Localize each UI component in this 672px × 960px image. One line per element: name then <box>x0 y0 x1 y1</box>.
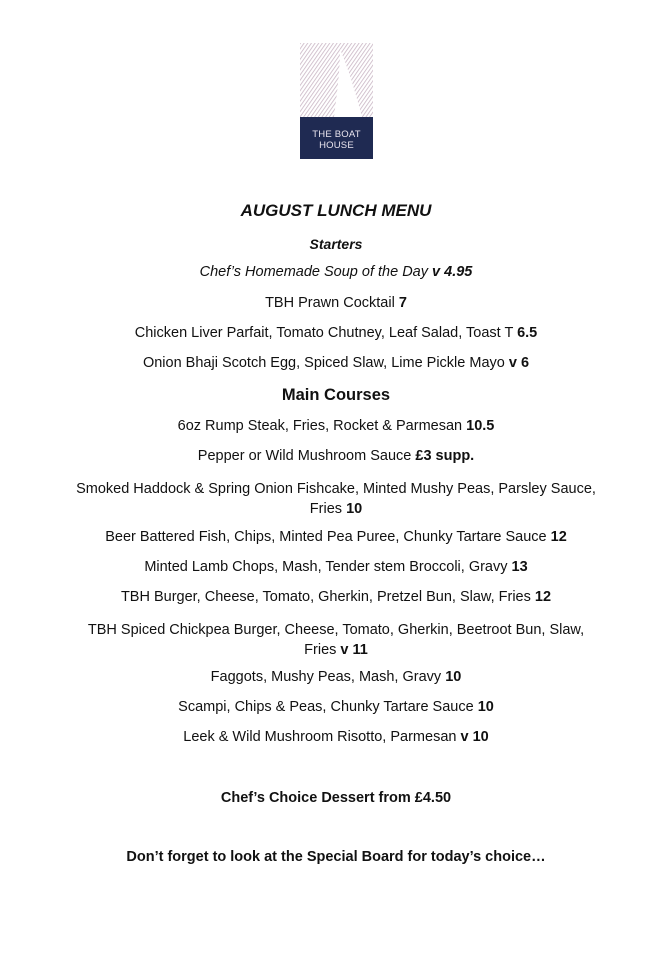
main-item <box>0 529 672 545</box>
logo-text <box>300 129 373 151</box>
main-name: Pepper or Wild Mushroom Sauce <box>197 448 412 464</box>
main-item <box>0 729 672 745</box>
main-item <box>0 669 672 685</box>
main-price: 12 <box>550 529 567 545</box>
main-name: Minted Lamb Chops, Mash, Tender stem Broccoli, Gravy <box>144 559 508 575</box>
boat-house-logo <box>300 43 373 159</box>
main-item <box>0 418 672 434</box>
main-item <box>0 620 672 660</box>
main-price: 10.5 <box>466 418 495 434</box>
starter-name: Chef’s Homemade Soup of the Day <box>199 264 428 280</box>
main-price: 10 <box>445 669 462 685</box>
logo-line-2: HOUSE <box>319 140 354 151</box>
starter-item <box>0 295 672 311</box>
main-item <box>0 699 672 715</box>
main-name-line-2: Fries <box>304 642 337 658</box>
starter-item <box>0 325 672 341</box>
main-name: Scampi, Chips & Peas, Chunky Tartare Sauce <box>178 699 474 715</box>
starter-name: Chicken Liver Parfait, Tomato Chutney, Leaf Salad, Toast T <box>134 325 514 341</box>
starter-price: 7 <box>398 295 407 311</box>
main-name-line-1: Smoked Haddock & Spring Onion Fishcake, Minted Mushy Peas, Parsley Sauce, <box>76 481 596 497</box>
main-name: Leek & Wild Mushroom Risotto, Parmesan <box>183 729 457 745</box>
main-item <box>0 589 672 605</box>
main-item <box>0 479 672 519</box>
main-price: 13 <box>511 559 528 575</box>
main-price: 12 <box>534 589 552 605</box>
main-name-line-2: Fries <box>309 501 343 517</box>
starter-price: 6.5 <box>517 325 538 341</box>
main-item <box>0 559 672 575</box>
starter-name: Onion Bhaji Scotch Egg, Spiced Slaw, Lime Pickle Mayo <box>142 355 505 371</box>
main-name: Faggots, Mushy Peas, Mash, Gravy <box>210 669 442 685</box>
main-name: TBH Burger, Cheese, Tomato, Gherkin, Pretzel Bun, Slaw, Fries <box>120 589 531 605</box>
main-price: 10 <box>477 699 494 715</box>
main-price: v 10 <box>460 729 489 745</box>
main-item <box>0 448 672 464</box>
starter-price: v 6 <box>508 355 530 371</box>
main-price: £3 supp. <box>415 448 475 464</box>
starter-item <box>0 264 672 280</box>
footer-note: Don’t forget to look at the Special Board for today’s choice… <box>126 849 546 865</box>
dessert-line: Chef’s Choice Dessert from £4.50 <box>220 790 452 806</box>
starter-name: TBH Prawn Cocktail <box>265 295 395 311</box>
main-price: v 11 <box>340 642 368 658</box>
main-name: Beer Battered Fish, Chips, Minted Pea Puree, Chunky Tartare Sauce <box>105 529 547 545</box>
main-name-line-1: TBH Spiced Chickpea Burger, Cheese, Tomato, Gherkin, Beetroot Bun, Slaw, <box>87 622 585 638</box>
starter-item <box>0 355 672 371</box>
menu-title: AUGUST LUNCH MENU <box>240 201 432 220</box>
logo-line-1: THE BOAT <box>312 129 361 140</box>
starter-price: v 4.95 <box>432 264 473 280</box>
main-name: 6oz Rump Steak, Fries, Rocket & Parmesan <box>177 418 463 434</box>
main-courses-heading: Main Courses <box>281 386 391 404</box>
main-price: 10 <box>346 501 363 517</box>
starters-heading: Starters <box>309 236 363 252</box>
